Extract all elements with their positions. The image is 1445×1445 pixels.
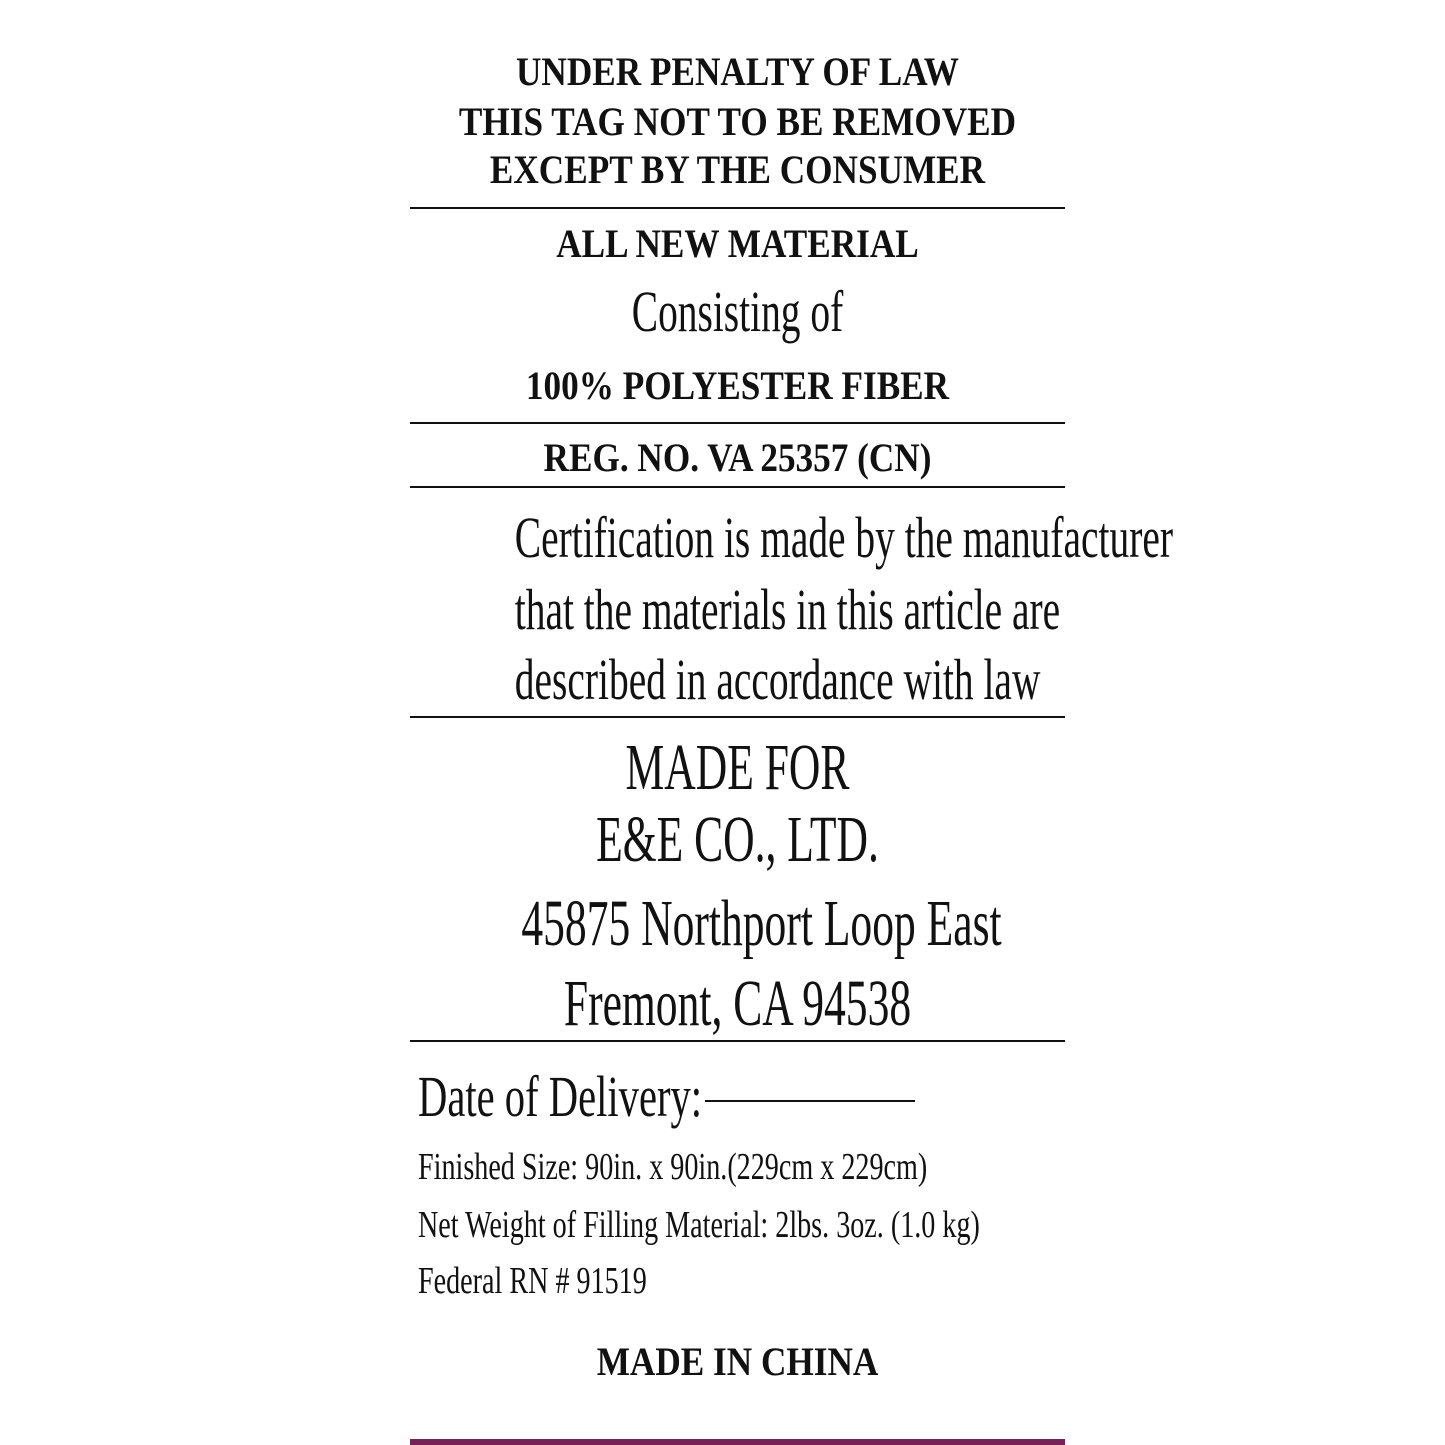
divider	[410, 486, 1065, 488]
divider	[410, 422, 1065, 424]
header-line-3: EXCEPT BY THE CONSUMER	[489, 147, 986, 192]
divider	[410, 207, 1065, 209]
divider	[410, 1040, 1065, 1042]
header-line-2: THIS TAG NOT TO BE REMOVED	[458, 99, 1017, 144]
header-line-1: UNDER PENALTY OF LAW	[516, 49, 959, 94]
made-for-address-line-2: Fremont, CA 94538	[563, 967, 912, 1040]
certification-line-2: that the materials in this article are	[514, 577, 1061, 642]
net-weight: Net Weight of Filling Material: 2lbs. 3oz. (1.0 kg)	[418, 1204, 980, 1246]
date-of-delivery-blank	[705, 1100, 915, 1102]
material-consisting: Consisting of	[631, 279, 844, 344]
material-content: 100% POLYESTER FIBER	[525, 363, 950, 408]
material-heading: ALL NEW MATERIAL	[556, 221, 919, 266]
made-for-heading: MADE FOR	[625, 731, 850, 804]
certification-line-1: Certification is made by the manufacturer	[514, 505, 1173, 570]
registration-number: REG. NO. VA 25357 (CN)	[543, 435, 932, 480]
date-of-delivery-label: Date of Delivery:	[418, 1064, 703, 1129]
made-in-origin: MADE IN CHINA	[596, 1339, 879, 1384]
certification-line-3: described in accordance with law	[514, 647, 1041, 712]
finished-size: Finished Size: 90in. x 90in.(229cm x 229cm)	[418, 1146, 928, 1188]
tag-bottom-edge	[410, 1439, 1065, 1445]
made-for-company: E&E CO., LTD.	[596, 803, 879, 876]
law-tag	[410, 0, 1173, 1445]
federal-rn: Federal RN # 91519	[418, 1260, 647, 1302]
made-for-address-line-1: 45875 Northport Loop East	[521, 887, 1002, 960]
divider	[410, 716, 1065, 718]
date-of-delivery	[418, 1064, 915, 1130]
